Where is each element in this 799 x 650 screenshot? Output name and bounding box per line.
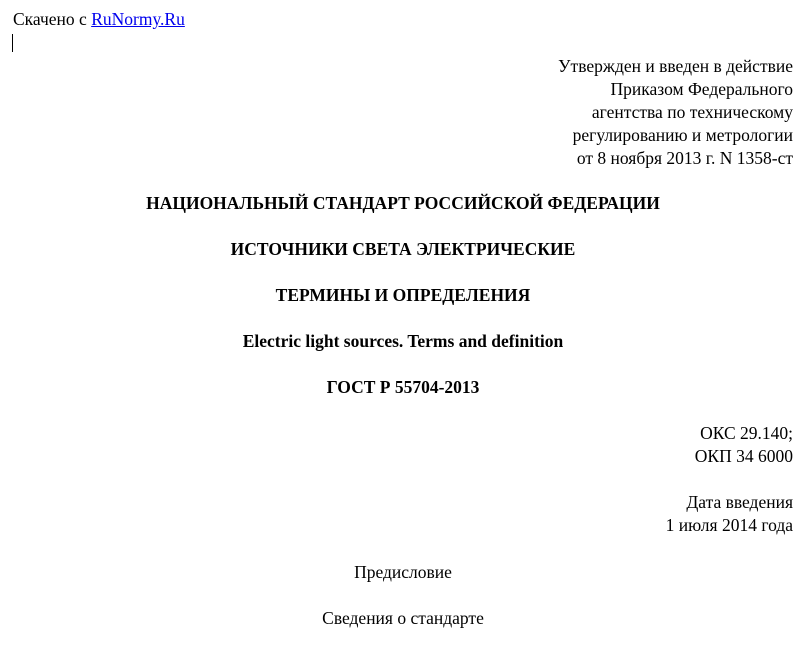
- source-link[interactable]: RuNormy.Ru: [91, 9, 185, 29]
- foreword-heading: Предисловие: [354, 562, 452, 582]
- document-title: ИСТОЧНИКИ СВЕТА ЭЛЕКТРИЧЕСКИЕ: [230, 239, 576, 259]
- approval-line-3: агентства по техническому: [591, 102, 793, 122]
- national-standard-heading: НАЦИОНАЛЬНЫЙ СТАНДАРТ РОССИЙСКОЙ ФЕДЕРАЦИИ: [146, 193, 660, 213]
- standard-info-heading: Сведения о стандарте: [322, 608, 484, 628]
- source-prefix: Скачено с: [13, 9, 92, 29]
- introduction-date: 1 июля 2014 года: [665, 515, 793, 535]
- approval-line-2: Приказом Федерального: [610, 79, 793, 99]
- introduction-label: Дата введения: [686, 492, 793, 512]
- approval-line-1: Утвержден и введен в действие: [558, 56, 793, 76]
- source-note: [13, 8, 185, 31]
- gost-number: ГОСТ Р 55704-2013: [326, 377, 480, 397]
- oks-code: ОКС 29.140;: [700, 423, 793, 443]
- document-subtitle: ТЕРМИНЫ И ОПРЕДЕЛЕНИЯ: [275, 285, 531, 305]
- approval-line-4: регулированию и метрологии: [572, 125, 793, 145]
- text-cursor: [12, 34, 13, 52]
- okp-code: ОКП 34 6000: [694, 446, 793, 466]
- english-title: Electric light sources. Terms and definition: [242, 331, 564, 351]
- approval-line-5: от 8 ноября 2013 г. N 1358-ст: [576, 148, 793, 168]
